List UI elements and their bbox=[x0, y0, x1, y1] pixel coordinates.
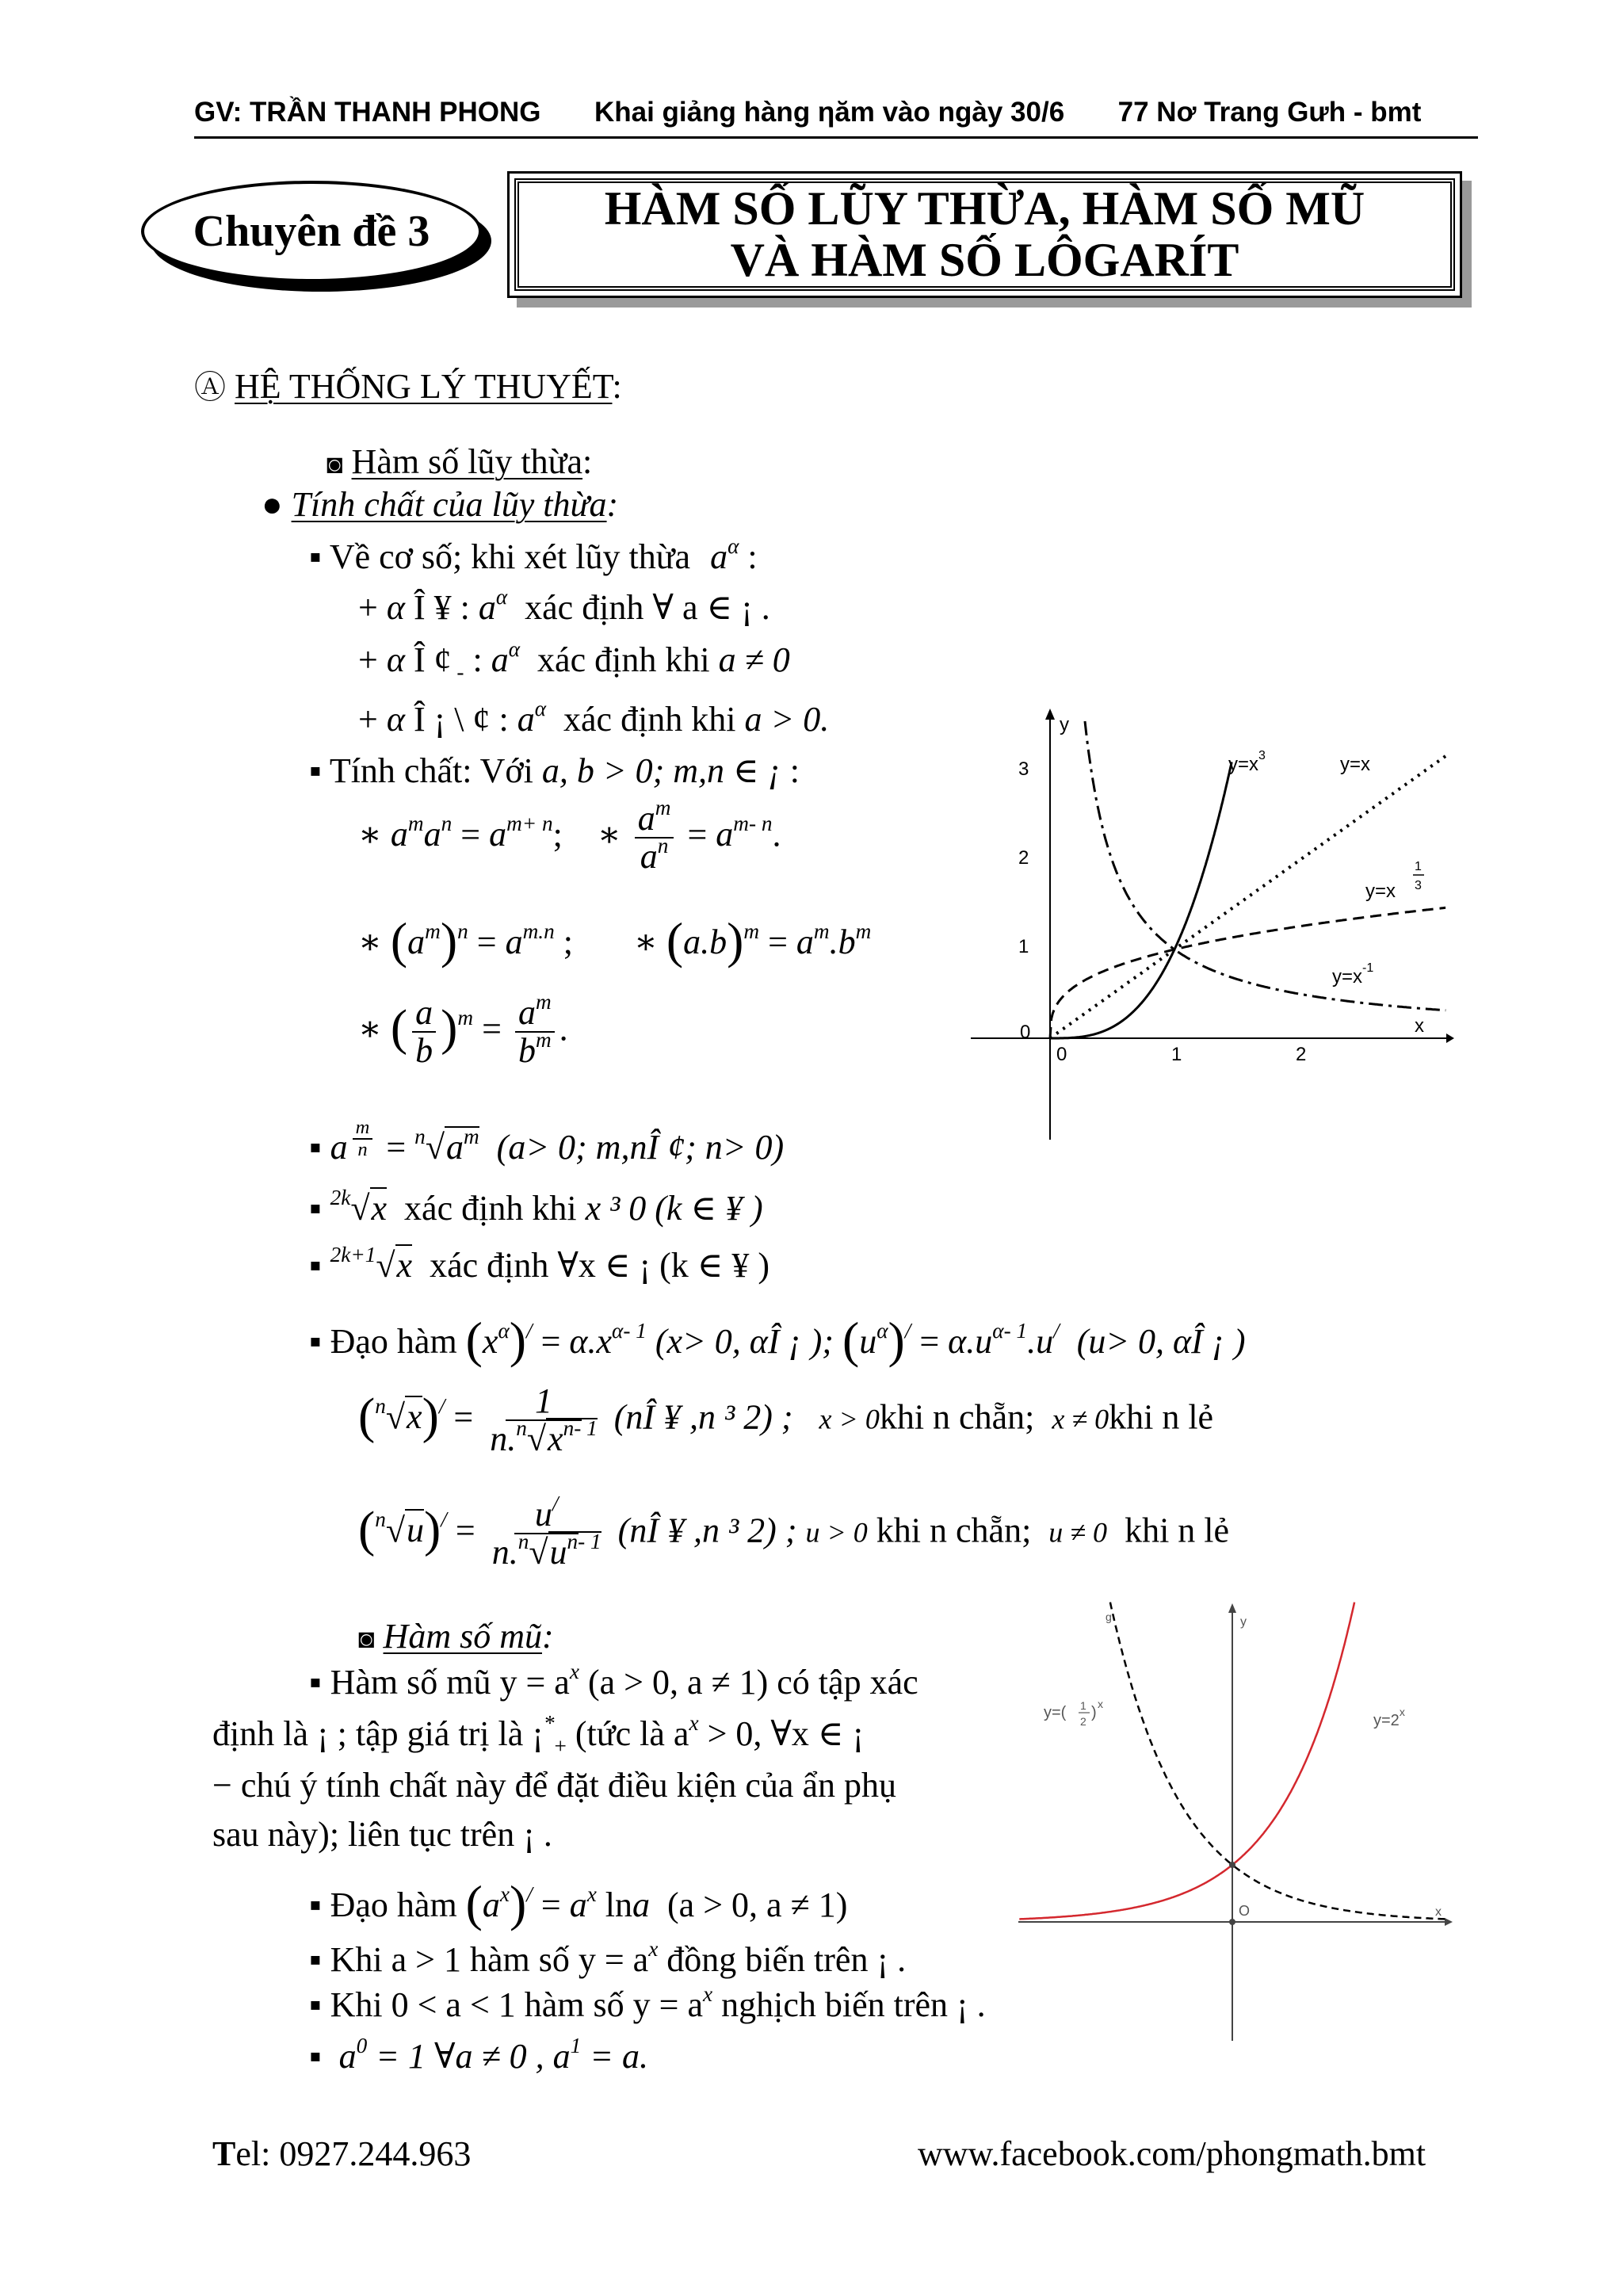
x-axis-arrow-icon bbox=[1446, 1033, 1454, 1043]
tick-label-x-2: 2 bbox=[1296, 1044, 1307, 1065]
exp-increasing: ▪ Khi a > 1 hàm số $y = a^x$ đồng biến trên ¡ . bbox=[309, 1936, 907, 1979]
header-address: 77 Nơ Trang Gưh - bmt bbox=[1117, 97, 1422, 128]
footer-facebook-link[interactable]: www.facebook.com/phongmath.bmt bbox=[918, 2134, 1426, 2173]
section-marker-icon: Ⓐ bbox=[194, 370, 226, 405]
series-line-2 bbox=[1050, 907, 1445, 1038]
tick-label-x-0: 0 bbox=[1056, 1044, 1067, 1065]
exponential-functions-chart bbox=[1018, 1597, 1454, 2045]
series-label-x13: y=x bbox=[1365, 881, 1396, 902]
base-case-3: + α Î ¡ \ ¢ : $a^\alpha$ xác định khi a > 0. bbox=[358, 696, 830, 739]
section-title: HỆ THỐNG LÝ THUYẾT bbox=[235, 367, 613, 406]
header-divider bbox=[194, 136, 1478, 139]
base-case-1: + α Î ¥ : $a^\alpha$ xác định ∀ a ∈ ¡ . bbox=[358, 584, 770, 627]
even-root-rule: ▪ $^{2k}$√x xác định khi x ³ 0 (k ∈ ¥ ) bbox=[309, 1185, 763, 1228]
title-line-2: VÀ HÀM SỐ LÔGARÍT bbox=[730, 234, 1239, 286]
power-derivative: ▪ Đạo hàm $(x^\alpha)^/ = \alpha.x^{\alpha- 1}$ (x> 0, αÎ ¡ ); $(u^\alpha)^/ = \alpha.u^{\alpha- 1}.u^/$ (u> 0, αÎ ¡ ) bbox=[309, 1312, 1246, 1368]
series-label-half: y=( bbox=[1044, 1704, 1067, 1721]
power-heading: ◙ Hàm số lũy thừa: bbox=[327, 442, 593, 481]
odd-root-rule: ▪ $^{2k+1}$√x xác định ∀x ∈ ¡ (k ∈ ¥ ) bbox=[309, 1242, 770, 1285]
exp-series-line-0 bbox=[1019, 1603, 1354, 1920]
exp-identities: ▪ $a^0 = 1$ ∀a ≠ 0 , $a^1 = a$. bbox=[309, 2033, 648, 2076]
exp-line-3: − chú ý tính chất này để đặt điều kiện của ẩn phụ bbox=[212, 1766, 896, 1805]
props-intro: ▪ Tính chất: Với a, b > 0; m,n ∈ ¡ : bbox=[309, 751, 800, 790]
nroot-x-derivative: ($^n$√x)/ = $\frac{1}{n.^n√x^{n- 1}}$ (nÎ ¥ ,n ³ 2) ; x > 0khi n chẵn; x ≠ 0khi n lẻ bbox=[358, 1381, 1214, 1459]
base-case-2: + α Î ¢ $_-$ : $a^\alpha$ xác định khi a ≠ 0 bbox=[358, 636, 790, 684]
tick-label-y-1: 1 bbox=[1018, 936, 1029, 957]
svg-text:1: 1 bbox=[1415, 860, 1422, 873]
title-line-1: HÀM SỐ LŨY THỪA, HÀM SỐ MŨ bbox=[604, 182, 1365, 235]
topic-label: Chuyên đề 3 bbox=[193, 207, 430, 256]
topic-badge bbox=[141, 181, 482, 282]
svg-text:x: x bbox=[1098, 1698, 1103, 1710]
props-heading-text: Tính chất của lũy thừa bbox=[291, 485, 607, 524]
series-line-0 bbox=[1050, 762, 1232, 1038]
series-label-two: $y=2^x$ bbox=[1373, 1706, 1405, 1729]
header-teacher: GV: TRẦN THANH PHONG bbox=[194, 97, 541, 128]
power-functions-chart bbox=[971, 705, 1454, 1149]
formula-product-quotient: ∗ $a^ma^n = a^{m+ n}$; ∗ $\frac{a^m}{a^n}$ = $a^{m- n}$. bbox=[358, 795, 781, 877]
exp-line-1: ▪ Hàm số mũ $y = a^x$ (a > 0, a ≠ 1) có tập xác bbox=[309, 1659, 918, 1702]
y-axis-arrow-icon bbox=[1228, 1603, 1236, 1613]
series-label-xm1: $y=x^{-1}$ bbox=[1332, 961, 1374, 988]
section-heading: Ⓐ HỆ THỐNG LÝ THUYẾT: bbox=[194, 367, 622, 406]
svg-text:3: 3 bbox=[1415, 879, 1422, 892]
nroot-u-derivative: ($^n$√u)/ = $\frac{u^/}{n.^n√u^{n- 1}}$ (nÎ ¥ ,n ³ 2) ; u > 0 khi n chẵn; u ≠ 0 khi n lẻ bbox=[358, 1491, 1230, 1572]
svg-text:): ) bbox=[1091, 1704, 1097, 1721]
exp-heading-text: Hàm số mũ bbox=[383, 1617, 542, 1656]
tick-label-y-0: 0 bbox=[1020, 1022, 1031, 1043]
footer-phone: Tel: 0927.244.963 bbox=[212, 2134, 472, 2173]
x-axis-label: x bbox=[1415, 1015, 1424, 1037]
tick-label-y-2: 2 bbox=[1018, 847, 1029, 869]
header-schedule: Khai giảng hàng ηăm vào ngày 30/6 bbox=[594, 97, 1065, 128]
exp-series-line-1 bbox=[1110, 1603, 1445, 1920]
y-axis-label: y bbox=[1240, 1615, 1247, 1629]
exp-heading: ◙ Hàm số mũ: bbox=[358, 1617, 554, 1656]
x-axis-label: x bbox=[1435, 1905, 1442, 1919]
square-bullet-icon: ◙ bbox=[327, 449, 343, 479]
exp-line-4: sau này); liên tục trên ¡ . bbox=[212, 1815, 552, 1854]
exp-decreasing: ▪ Khi 0 < a < 1 hàm số $y = a^x$ nghịch biến trên ¡ . bbox=[309, 1981, 986, 2024]
tick-label-y-3: 3 bbox=[1018, 758, 1029, 780]
formula-rational-exponent: ▪ a $^{\frac{m}{n}}$ = $^n√a^m$ (a> 0; m,nÎ ¢; n> 0) bbox=[309, 1117, 785, 1167]
origin-label: O bbox=[1239, 1903, 1251, 1919]
y-axis-label: y bbox=[1060, 714, 1069, 735]
tick-label-x-1: 1 bbox=[1171, 1044, 1182, 1065]
base-intro: ▪ Về cơ số; khi xét lũy thừa $a^\alpha$ : bbox=[309, 533, 758, 576]
formula-power-of-power: ∗ $(a^m)^n = a^{m.n}$ ; ∗ $(a.b)^m = a^m.b^m$ bbox=[358, 912, 872, 968]
bullet-icon: ● bbox=[262, 485, 283, 524]
title-box bbox=[507, 171, 1462, 298]
formula-quotient-power: ∗ ( $\frac{a}{b}$ )$^m$ = $\frac{a^m}{b^m}$ . bbox=[358, 989, 568, 1071]
square-bullet-icon: ◙ bbox=[358, 1624, 375, 1654]
x-axis-arrow-icon bbox=[1445, 1918, 1453, 1926]
page-header bbox=[194, 97, 1421, 128]
exp-derivative: ▪ Đạo hàm $(a^x)^/ = a^x$ lna (a > 0, a ≠ 1) bbox=[309, 1875, 848, 1931]
series-line-3 bbox=[1085, 721, 1445, 1010]
series-label-g: g bbox=[1106, 1610, 1112, 1623]
svg-text:1: 1 bbox=[1080, 1699, 1086, 1712]
series-label-x: y=x bbox=[1340, 754, 1371, 775]
power-heading-text: Hàm số lũy thừa bbox=[351, 442, 583, 481]
props-heading: ● Tính chất của lũy thừa: bbox=[262, 485, 619, 524]
exp-line-2: định là ¡ ; tập giá trị là ¡$^*_+$ (tức là $a^x > 0$, ∀x ∈ ¡ bbox=[212, 1710, 865, 1758]
y-axis-arrow-icon bbox=[1045, 709, 1055, 720]
svg-text:2: 2 bbox=[1080, 1715, 1086, 1728]
series-label-x3: $y=x^3$ bbox=[1228, 749, 1266, 775]
